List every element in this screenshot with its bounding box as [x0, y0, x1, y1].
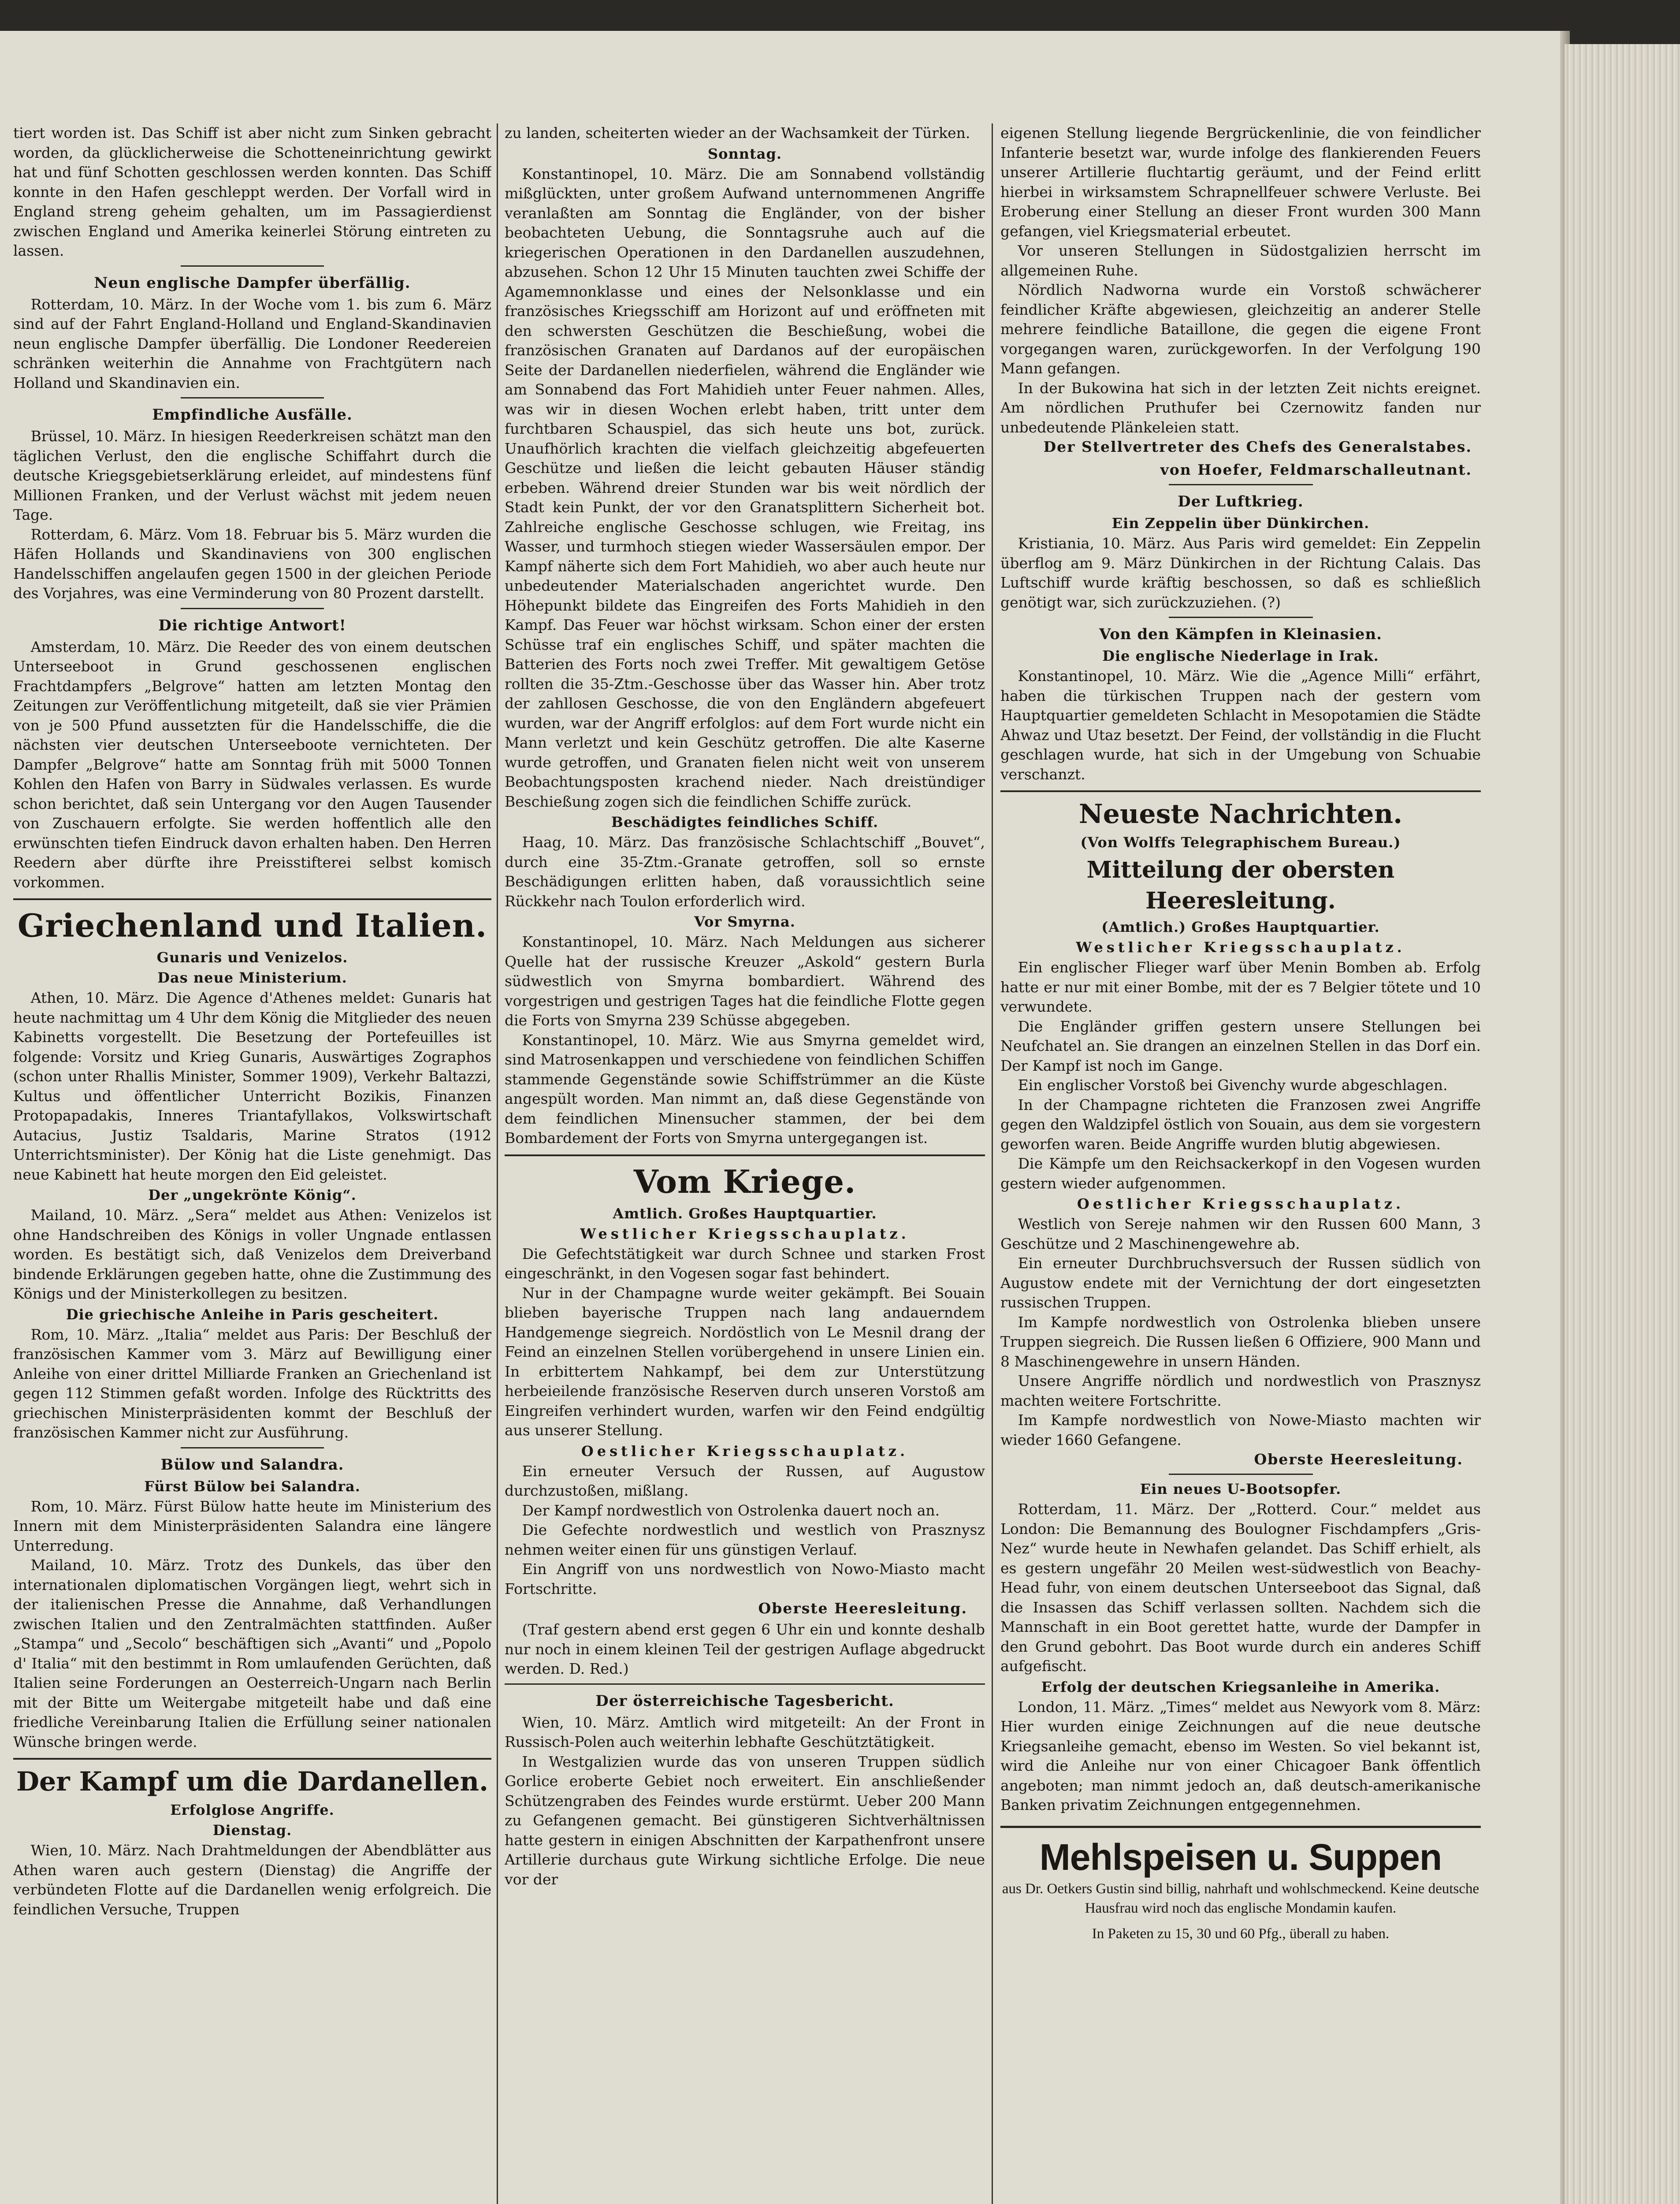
divider — [1169, 617, 1313, 618]
article — [1000, 1479, 1481, 1815]
headline: Westlicher Kriegsschauplatz. — [1076, 939, 1405, 956]
paragraph: Amsterdam, 10. März. Die Reeder des von einem deutschen Unterseeboot in Grund geschossenen englischen Frachtdampfers „Belgrove“ hatten am letzten Montag den Zeitungen zur Veröffentlichung mitgeteilt, daß sie vier Prämien von je 500 Pfund aussetzten für die Handelsschiffe, die die nächsten vier deutschen Unterseeboote vernichteten. Der Dampfer „Belgrove“ hatte am Sonntag früh mit 5000 Tonnen Kohlen den Hafen von Barry in Südwales verlassen. Es wurde schon berichtet, daß sein Untergang vor den Augen Tausender von Zuschauern erfolgte. Sie werden hoffentlich alle den erwünschten tiefen Eindruck davon erhalten haben. Den Herren Reedern aber dürfte ihre Preisstifterei selbst komisch vorkommen. — [13, 638, 491, 891]
signature: Oberste Heeresleitung. — [758, 1600, 967, 1617]
divider — [1169, 484, 1313, 485]
divider — [181, 1447, 324, 1448]
paragraph: Westlich von Sereje nahmen wir den Russen 600 Mann, 3 Geschütze und 2 Maschinengewehre ab. — [1000, 1215, 1481, 1252]
headline: Beschädigtes feindliches Schiff. — [611, 814, 879, 830]
column-rule — [497, 123, 498, 2204]
newspaper-page — [0, 31, 1565, 2204]
subheadline: (Von Wolffs Telegraphischem Bureau.) — [1080, 834, 1401, 851]
paragraph: Brüssel, 10. März. In hiesigen Reederkreisen schätzt man den täglichen Verlust, den die englische Schiffahrt durch die deutsche Kriegsgebietserklärung erleidet, auf mindestens fünf Millionen Franken, und der Verlust wächst mit jedem neuen Tage. — [13, 428, 491, 523]
paragraph: Unsere Angriffe nördlich und nordwestlich von Prasznysz machten weitere Fortschritte. — [1000, 1372, 1481, 1409]
paragraph: Konstantinopel, 10. März. Die am Sonnabend vollständig mißglückten, unter großem Aufwand unternommenen Angriffe veranlaßten am Sonntag die Engländer, von der bisher beobachteten Uebung, die Sonntagsruhe auch auf die kriegerischen Operationen in den Dardanellen auszudehnen, abzusehen. Schon 12 Uhr 15 Minuten tauchten zwei Schiffe der Agamemnonklasse und eines der Nelsonklasse und ein französisches Kriegsschiff am Horizont auf und eröffneten mit den schwersten Geschützen die Beschießung, wobei die französischen Granaten auf Dardanos auf der europäischen Seite der Dardanellen niederfielen, während die Engländer wie am Sonnabend das Fort Mahidieh unter Feuer nahmen. Alles, was wir in diesen Wochen erlebt haben, tritt unter dem furchtbaren Schauspiel, das sich heute uns bot, zurück. Unaufhörlich krachten die vielfach gleichzeitig abgefeuerten Geschütze und ließen die leicht gebauten Häuser ständig erbeben. Während dreier Stunden war bis weit nördlich der Stadt kein Punkt, der vor den Granatsplittern Sicherheit bot. Zahlreiche englische Geschosse schlugen, wie Freitag, ins Wasser, und turmhoch stiegen wieder Wassersäulen empor. Der Kampf näherte sich dem Fort Mahidieh, wo aber auch heute nur unbedeutender Materialschaden angerichtet wurde. Den Höhepunkt bildete das Eingreifen des Forts Mahidieh in den Kampf. Das Feuer war höchst wirksam. Schon einer der ersten Schüsse traf ein englisches Schiff, und später machten die Batterien des Forts noch zwei Treffer. Mit gewaltigem Getöse rollten die 35-Ztm.-Geschosse über das Wasser hin. Aber trotz der zahllosen Geschosse, die von den Engländern abgefeuert wurden, war der Angriff erfolglos: auf dem Fort wurde nicht ein Mann verletzt und kein Geschütz getroffen. Die alte Kaserne wurde getroffen, und Granaten fielen nicht weit von unserem Beobachtungsposten krachend nieder. Nach dreistündiger Beschießung zogen sich die feindlichen Schiffe zurück. — [505, 165, 985, 810]
paragraph: Im Kampfe nordwestlich von Ostrolenka blieben unsere Truppen siegreich. Die Russen ließen 6 Offiziere, 900 Mann und 8 Maschinengewehre in unsern Händen. — [1000, 1313, 1481, 1370]
subheadline: Erfolglose Angriffe. — [170, 1802, 335, 1818]
article — [1000, 797, 1481, 1469]
headline: Der „ungekrönte König“. — [148, 1187, 357, 1203]
paragraph: Konstantinopel, 10. März. Wie aus Smyrna gemeldet wird, sind Matrosenkappen und verschiedene von feindlichen Schiffen stammende Gegenstände sowie Schiffstrümmer an die Küste angespült worden. Man nimmt an, daß diese Gegenstände von dem feindlichen Minensucher stammen, der bei dem Bombardement der Forts von Smyrna untergegangen ist. — [505, 1031, 985, 1147]
headline: Die richtige Antwort! — [158, 616, 346, 634]
paragraph: Die Kämpfe um den Reichsackerkopf in den Vogesen wurden gestern wieder aufgenommen. — [1000, 1155, 1481, 1192]
headline: Sonntag. — [707, 145, 782, 162]
headline: Empfindliche Ausfälle. — [152, 406, 353, 424]
paragraph: Kristiania, 10. März. Aus Paris wird gemeldet: Ein Zeppelin überflog am 9. März Dünkirchen in der Richtung Calais. Das Luftschiff wurde kräftig beschossen, so daß es schließlich genötigt war, sich zurückzuziehen. (?) — [1000, 535, 1481, 611]
paragraph: eigenen Stellung liegende Bergrückenlinie, die von feindlicher Infanterie besetzt war, wurde infolge des flankierenden Feuers unserer Artillerie fluchtartig geräumt, und der Feind erlitt hierbei in wirksamstem Schrapnellfeuer schwere Verluste. Bei Eroberung einer Stellung an dieser Front wurden 300 Mann gefangen, viel Kriegsmaterial erbeutet. — [1000, 124, 1481, 240]
article-continuation — [13, 123, 491, 261]
paragraph: Ein erneuter Durchbruchsversuch der Russen südlich von Augustow endete mit der Vernichtung der dort eingesetzten russischen Truppen. — [1000, 1255, 1481, 1311]
subheadline: (Amtlich.) Großes Hauptquartier. — [1101, 919, 1380, 935]
column-right — [1000, 123, 1481, 2204]
divider — [505, 1154, 985, 1156]
divider — [505, 1683, 985, 1685]
subheadline: Gunaris und Venizelos. — [156, 949, 348, 966]
article-continuation — [1000, 123, 1481, 480]
paragraph: Mailand, 10. März. „Sera“ meldet aus Athen: Venizelos ist ohne Handschreiben des Königs in voller Ungnade entlassen worden. Es bestätigt sich, daß Venizelos dem Dreiverband bindende Erklärungen gegeben hatte, ohne die Zustimmung des Königs und der Ministerkollegen zu besitzen. — [13, 1206, 491, 1302]
article — [13, 1455, 491, 1752]
paragraph: Vor unseren Stellungen in Südostgalizien herrscht im allgemeinen Ruhe. — [1000, 242, 1481, 279]
paragraph: Die Engländer griffen gestern unsere Stellungen bei Neufchatel an. Sie drangen an einzelnen Stellen in das Dorf ein. Der Kampf ist noch im Gange. — [1000, 1017, 1481, 1074]
paragraph: Wien, 10. März. Amtlich wird mitgeteilt: An der Front in Russisch-Polen auch weiterhin lebhafte Geschütztätigkeit. — [505, 1713, 985, 1750]
divider — [181, 397, 324, 398]
paragraph: Im Kampfe nordwestlich von Nowe-Miasto machten wir wieder 1660 Gefangene. — [1000, 1411, 1481, 1448]
paragraph: Rom, 10. März. Fürst Bülow hatte heute im Ministerium des Innern mit dem Ministerpräsidenten Salandra eine längere Unterredung. — [13, 1497, 491, 1554]
paragraph: Athen, 10. März. Die Agence d'Athenes meldet: Gunaris hat heute nachmittag um 4 Uhr dem König die Mitglieder des neuen Kabinetts vorgestellt. Die Besetzung der Portefeuilles ist folgende: Vorsitz und Krieg Gunaris, Auswärtiges Zographos (schon unter Rhallis Minister, Sommer 1909), Verkehr Baltazzi, Kultus und öffentlicher Unterricht Bozikis, Finanzen Protopapadakis, Inneres Triantafyllakos, Volkswirtschaft Autacius, Justiz Tsaldaris, Marine Stratos (1912 Unterrichtsminister). Der König hat die Liste genehmigt. Das neue Kabinett hat heute morgen den Eid geleistet. — [13, 989, 491, 1183]
paragraph: zu landen, scheiterten wieder an der Wachsamkeit der Türken. — [505, 124, 970, 141]
article — [13, 405, 491, 603]
paragraph: Die Gefechtstätigkeit war durch Schnee und starken Frost eingeschränkt, in den Vogesen sogar fast behindert. — [505, 1245, 985, 1282]
subheadline: Ein Zeppelin über Dünkirchen. — [1111, 515, 1370, 532]
paragraph: Rotterdam, 11. März. Der „Rotterd. Cour.“ meldet aus London: Die Bemannung des Boulogner Fischdampfers „Gris-Nez“ wurde heute in Newhafen gelandet. Das Schiff erhielt, als es gestern ungefähr 20 Meilen west-südwestlich von Beachy-Head fuhr, von einem deutschen Unterseeboot das Signal, daß die Insassen das Schiff verlassen sollten. Nachdem sich die Mannschaft in ein Boot gerettet hatte, wurde der Dampfer in den Grund gebohrt. Das Boot wurde durch ein anderes Schiff aufgefischt. — [1000, 1500, 1481, 1675]
paragraph: Rom, 10. März. „Italia“ meldet aus Paris: Der Beschluß der französischen Kammer vom 3. März auf Bewilligung einer Anleihe von einer drittel Milliarde Franken an Griechenland ist gegen 112 Stimmen gefaßt worden. Infolge des Rücktritts des griechischen Ministerpräsidenten kommt der Beschluß der französischen Kammer nicht zur Ausführung. — [13, 1325, 491, 1441]
headline: Oestlicher Kriegsschauplatz. — [1077, 1195, 1405, 1212]
section-headline: Mitteilung der obersten Heeresleitung. — [1086, 856, 1395, 914]
article — [505, 1691, 985, 1890]
article — [13, 273, 491, 393]
paragraph: In der Champagne richteten die Franzosen zwei Angriffe gegen den Waldzipfel östlich von Souain, aus dem sie vorgestern geworfen waren. Beide Angriffe wurden blutig abgewiesen. — [1000, 1096, 1481, 1153]
article — [1000, 491, 1481, 612]
headline: Die griechische Anleihe in Paris gescheitert. — [66, 1306, 439, 1323]
column-middle — [505, 123, 985, 2204]
paragraph: Die Gefechte nordwestlich und westlich von Prasznysz nehmen weiter einen für uns günstigen Verlauf. — [505, 1521, 985, 1558]
paragraph: Konstantinopel, 10. März. Nach Meldungen aus sicherer Quelle hat der russische Kreuzer „Askold“ gestern Burla südwestlich von Smyrna bombardiert. Während des vorgestrigen und gestrigen Tages hat die feindliche Flotte gegen die Forts von Smyrna 239 Schüsse abgegeben. — [505, 933, 985, 1029]
ad-title: Mehlspeisen u. Suppen — [1039, 1836, 1442, 1878]
paragraph: Nördlich Nadworna wurde ein Vorstoß schwächerer feindlicher Kräfte abgewiesen, gleichzeitig an anderer Stelle mehrere feindliche Bataillone, die gegen die eigene Front vorgegangen waren, zurückgeworfen. In der Verfolgung 190 Mann gefangen. — [1000, 281, 1481, 377]
article — [13, 905, 491, 1443]
article — [505, 1161, 985, 1679]
signature: von Hoefer, Feldmarschalleutnant. — [1160, 461, 1472, 478]
paragraph: Ein englischer Vorstoß bei Givenchy wurde abgeschlagen. — [1018, 1076, 1448, 1094]
section-headline: Vom Kriege. — [633, 1162, 856, 1200]
paragraph: Rotterdam, 10. März. In der Woche vom 1. bis zum 6. März sind auf der Fahrt England-Holland und England-Skandinavien neun englische Dampfer überfällig. Die Londoner Reedereien schränken weiterhin die Annahme von Frachtgütern nach Holland und Skandinavien ein. — [13, 295, 491, 391]
headline: Der Luftkrieg. — [1178, 493, 1304, 510]
paragraph: London, 11. März. „Times“ meldet aus Newyork vom 8. März: Hier wurden einige Zeichnungen auf die neue deutsche Kriegsanleihe gemacht, ebenso im Westen. So viel bekannt ist, wird die Anleihe nur von einer Chicagoer Bank öffentlich angeboten; man nimmt jedoch an, daß deutsch-amerikanische Banken privatim Zeichnungen entgegennehmen. — [1000, 1698, 1481, 1813]
ad-body: aus Dr. Oetkers Gustin sind billig, nahrhaft und wohlschmeckend. Keine deutsche Hausfrau wird noch das englische Mondamin kaufen. — [1002, 1880, 1479, 1916]
paragraph: Wien, 10. März. Nach Drahtmeldungen der Abendblätter aus Athen waren auch gestern (Dienstag) die Angriffe der verbündeten Flotte auf die Dardanellen wenig erfolgreich. Die feindlichen Versuche, Truppen — [13, 1842, 491, 1918]
article — [13, 615, 491, 893]
advertisement — [1000, 1826, 1481, 1943]
signature: Der Stellvertreter des Chefs des Generalstabes. — [1043, 438, 1472, 455]
section-headline: Der Kampf um die Dardanellen. — [16, 1766, 489, 1797]
signature: Oberste Heeresleitung. — [1254, 1451, 1463, 1468]
paragraph: Ein erneuter Versuch der Russen, auf Augustow durchzustoßen, mißlang. — [505, 1462, 985, 1499]
divider — [13, 1758, 491, 1760]
subheadline: Fürst Bülow bei Salandra. — [144, 1478, 361, 1495]
paragraph: In Westgalizien wurde das von unseren Truppen südlich Gorlice eroberte Gebiet noch erweitert. Ein anschließender Schützengraben des Feindes wurde erstürmt. Ueber 200 Mann zu Gefangenen gemacht. Bei günstigeren Sichtverhältnissen hatte gestern in einigen Abschnitten der Karpathenfront unsere Artillerie durchaus gute Wirkung sichtliche Erfolge. Die neue vor der — [505, 1753, 985, 1888]
column-left — [13, 123, 491, 2204]
editor-note: (Traf gestern abend erst gegen 6 Uhr ein und konnte deshalb nur noch in einem kleinen Teil der gestrigen Auflage abgedruckt werden. D. Red.) — [505, 1621, 985, 1677]
headline: Von den Kämpfen in Kleinasien. — [1099, 625, 1383, 643]
column-rule — [992, 123, 993, 2204]
paragraph: In der Bukowina hat sich in der letzten Zeit nichts ereignet. Am nördlichen Pruthufer bei Czernowitz fanden nur unbedeutende Plänkeleien statt. — [1000, 379, 1481, 436]
headline: Erfolg der deutschen Kriegsanleihe in Amerika. — [1041, 1678, 1440, 1695]
paragraph: Ein Angriff von uns nordwestlich von Nowo-Miasto macht Fortschritte. — [505, 1560, 985, 1597]
headline: Bülow und Salandra. — [160, 1456, 344, 1474]
divider — [1000, 790, 1481, 792]
section-headline: Neueste Nachrichten. — [1078, 799, 1403, 830]
divider — [181, 265, 324, 267]
section-headline: Griechenland und Italien. — [17, 907, 487, 944]
headline: Westlicher Kriegsschauplatz. — [580, 1225, 910, 1242]
article — [13, 1764, 491, 1919]
divider — [13, 898, 491, 900]
headline: Ein neues U-Bootsopfer. — [1140, 1481, 1342, 1497]
headline: Das neue Ministerium. — [157, 969, 347, 986]
paragraph: Nur in der Champagne wurde weiter gekämpft. Bei Souain blieben bayerische Truppen nach lang andauerndem Handgemenge siegreich. Nordöstlich von Le Mesnil drang der Feind an einzelnen Stellen vorübergehend in unsere Linien ein. In erbittertem Nahkampf, bei dem zur Unterstützung herbeieilende französische Reserven durch unseren Vorstoß am Eingreifen verhindert wurden, warfen wir den Feind endgültig aus unserer Stellung. — [505, 1284, 985, 1439]
paragraph: Mailand, 10. März. Trotz des Dunkels, das über den internationalen diplomatischen Vorgängen liegt, wehrt sich in der italienischen Presse die Annahme, daß Verhandlungen zwischen Italien und den Zentralmächten stattfinden. Außer „Stampa“ und „Secolo“ beschäftigen sich „Avanti“ und „Popolo d' Italia“ mit den bestimmt in Rom umlaufenden Gerüchten, daß Italien seine Forderungen an Oesterreich-Ungarn nach Berlin mit der Bitte um Weitergabe mitgeteilt habe und daß eine friedliche Vereinbarung Italien die Erfüllung seiner nationalen Wünsche bringen werde. — [13, 1556, 491, 1750]
headline: Der österreichische Tagesbericht. — [595, 1692, 894, 1710]
headline: Oestlicher Kriegsschauplatz. — [581, 1442, 909, 1459]
paragraph: Haag, 10. März. Das französische Schlachtschiff „Bouvet“, durch eine 35-Ztm.-Granate getroffen, soll so ernste Beschädigungen erlitten haben, daß voraussichtlich seine Rückkehr nach Toulon erforderlich wird. — [505, 834, 985, 910]
subheadline: Die englische Niederlage in Irak. — [1102, 648, 1379, 664]
paragraph: tiert worden ist. Das Schiff ist aber nicht zum Sinken gebracht worden, da glücklicherweise die Schotteneinrichtung gewirkt hat und fünf Schotten geschlossen werden konnten. Das Schiff konnte in den Hafen geschleppt werden. Der Vorfall wird in England streng geheim gehalten, um im Passagierdienst zwischen England und Amerika keinerlei Störung eintreten zu lassen. — [13, 124, 491, 259]
paragraph: Konstantinopel, 10. März. Wie die „Agence Milli“ erfährt, haben die türkischen Truppen nach der gestern vom Hauptquartier gemeldeten Schlacht in Mesopotamien die Städte Ahwaz und Utaz besetzt. Der Feind, der vollständig in die Flucht geschlagen wurde, hat sich in der Umgebung von Schuabie verschanzt. — [1000, 667, 1481, 783]
article-continuation — [505, 123, 985, 1148]
ad-footer: In Paketen zu 15, 30 und 60 Pfg., überall zu haben. — [1092, 1925, 1390, 1942]
book-page-edges — [1565, 44, 1680, 2204]
headline: Dienstag. — [212, 1822, 292, 1839]
divider — [181, 608, 324, 609]
divider — [1169, 1474, 1313, 1475]
subheadline: Amtlich. Großes Hauptquartier. — [613, 1205, 877, 1222]
headline: Neun englische Dampfer überfällig. — [94, 274, 411, 292]
paragraph: Rotterdam, 6. März. Vom 18. Februar bis 5. März wurden die Häfen Hollands und Skandinaviens von 300 englischen Handelsschiffen angelaufen gegen 1500 in der gleichen Periode des Vorjahres, was eine Verminderung von 80 Prozent darstellt. — [13, 525, 491, 602]
paragraph: Ein englischer Flieger warf über Menin Bomben ab. Erfolg hatte er nur mit einer Bombe, mit der es 7 Belgier tötete und 10 verwundete. — [1000, 959, 1481, 1015]
article — [1000, 624, 1481, 784]
paragraph: Der Kampf nordwestlich von Ostrolenka dauert noch an. — [522, 1501, 940, 1519]
headline: Vor Smyrna. — [694, 913, 795, 930]
